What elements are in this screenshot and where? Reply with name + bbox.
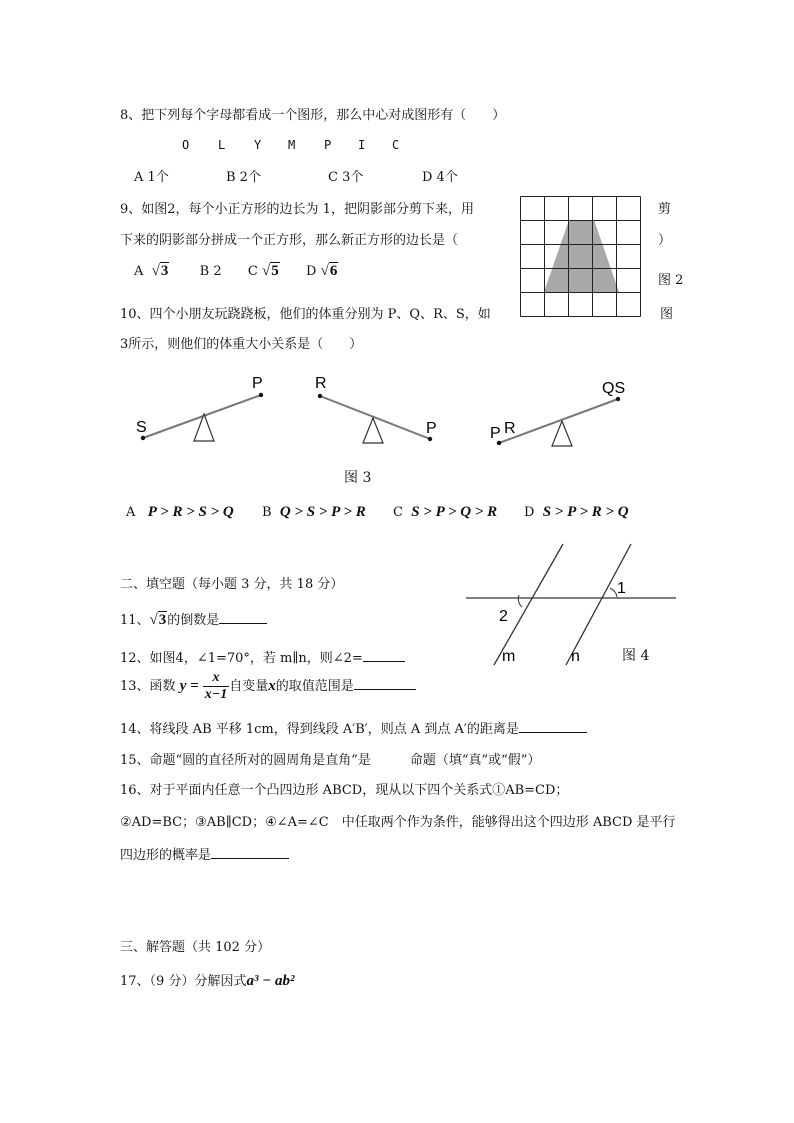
q11-answer-blank[interactable] [219,610,267,624]
seesaw1-right-label: P [252,375,263,392]
seesaw3-right-label: QS [602,380,626,397]
q12-answer-blank[interactable] [363,648,405,662]
q10-line1-tail: 图 [660,307,674,322]
q10-option-b[interactable]: B Q > S > P > R [262,504,366,520]
q9-side-top: 剪 [658,202,672,217]
seesaw2-left-label: R [315,375,327,392]
q8-letter: C [392,138,400,152]
q9-option-c[interactable]: C √5 [247,263,279,279]
section3-title: 三、解答题（共 102 分） [120,940,271,955]
seesaw-1 [136,375,263,441]
line-m [494,544,563,665]
q8-letter: P [324,138,332,152]
fig4-m-label: m [502,648,516,665]
seesaw3-left-label-a: P [490,425,501,442]
fig2-grid [520,196,644,320]
seesaw-2 [315,375,437,443]
seesaw-3 [490,380,625,446]
q9-option-b[interactable]: B 2 [199,264,222,279]
seesaw1-left-label: S [136,419,147,436]
q16-answer-blank[interactable] [211,845,289,859]
q9-line2: 下来的阴影部分拼成一个正方形，那么新正方形的边长是（ [120,233,459,248]
angle1-arc [610,588,617,597]
q10-option-d[interactable]: D S > P > R > Q [524,504,629,520]
q8-option-a[interactable]: A 1个 [134,170,169,185]
q14-answer-blank[interactable] [519,719,587,733]
q13: 13、函数 y = $\frac{x}{x-1}$ 自变量x的取值范围是 [120,670,416,703]
q12: 12、如图4，∠1=70°，若 m∥n，则∠2= [120,647,405,666]
q8-text: 8、把下列每个字母都看成一个图形，那么中心对成图形有（ ） [120,108,506,123]
q8-letter: O [182,138,190,152]
q8-letter: M [288,138,296,152]
q14: 14、将线段 AB 平移 1cm，得到线段 A′B′，则点 A 到点 A′的距离是 [120,718,587,737]
q10-option-c[interactable]: C S > P > Q > R [393,504,498,520]
fig3-label: 图 3 [344,470,372,486]
fig2-label: 图 2 [658,273,684,288]
q8-letter: L [218,138,226,152]
q8-option-d[interactable]: D 4个 [422,170,458,185]
q10-option-a[interactable]: A P > R > S > Q [126,504,234,520]
q16-line2: ②AD=BC；③AB∥CD；④∠A=∠C 中任取两个作为条件，能够得出这个四边形 ABCD 是平行 [120,815,676,830]
q8-option-b[interactable]: B 2个 [226,170,261,185]
q15: 15、命题“圆的直径所对的圆周角是直角”是 命题（填“真”或“假”） [120,753,541,768]
q9-line1: 9、如图2，每个小正方形的边长为 1，把阴影部分剪下来，用 [120,202,474,217]
q8-letter: Y [254,138,262,152]
q10-line2: 3所示，则他们的体重大小关系是（ ） [120,337,363,352]
q9-side-mid: ） [658,233,672,248]
section2-title: 二、填空题（每小题 3 分，共 18 分） [120,577,344,592]
fig4-angle2-label: 2 [499,608,508,625]
fig2-shaded-trapezoid [544,220,619,292]
q10-line1: 10、四个小朋友玩跷跷板，他们的体重分别为 P、Q、R、S，如 [120,307,491,322]
q9-options [134,263,338,280]
q8-letter: I [358,138,366,152]
seesaw3-left-label-b: R [504,420,516,437]
q9-option-d[interactable]: D √6 [306,263,338,279]
fig4-angle1-label: 1 [617,580,626,597]
seesaw2-right-label: P [426,420,437,437]
q8-option-c[interactable]: C 3个 [328,170,364,185]
q11: 11、√3的倒数是 [120,609,267,629]
fig4-n-label: n [571,648,580,665]
q16-line1: 16、对于平面内任意一个凸四边形 ABCD，现从以下四个关系式①AB=CD； [120,783,569,798]
q16-line3: 四边形的概率是 [120,844,289,863]
fig3-seesaws [120,366,660,456]
fig4-label: 图 4 [622,648,650,664]
q9-option-a[interactable]: A √3 [134,263,169,279]
q17: 17、（9 分）分解因式a³ − ab² [120,973,295,989]
q13-answer-blank[interactable] [354,676,416,690]
angle2-arc [518,595,522,607]
